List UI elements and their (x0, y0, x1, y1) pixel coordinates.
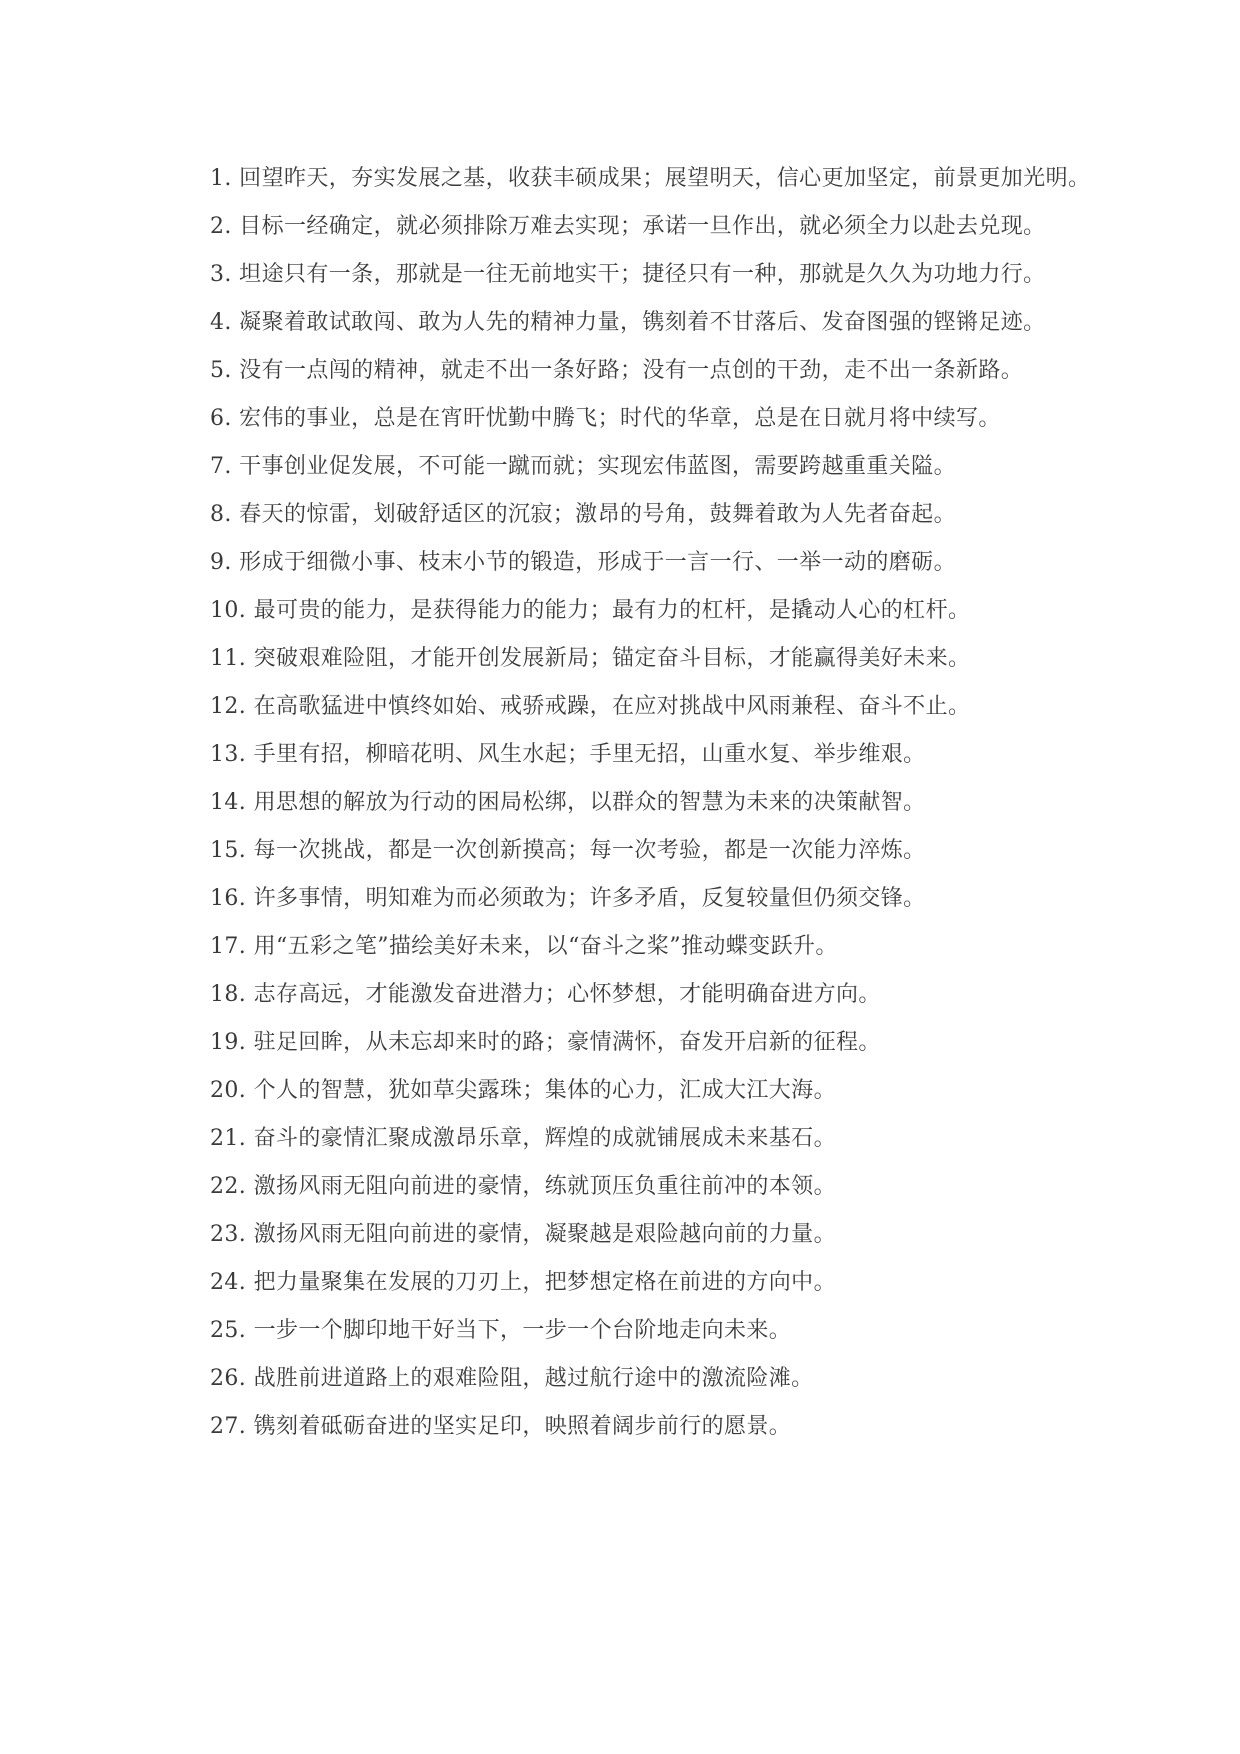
list-item: 25. 一步一个脚印地干好当下，一步一个台阶地走向未来。 (210, 1318, 792, 1343)
list-item: 22. 激扬风雨无阻向前进的豪情，练就顶压负重往前冲的本领。 (210, 1174, 836, 1199)
list-item: 18. 志存高远，才能激发奋进潜力；心怀梦想，才能明确奋进方向。 (210, 982, 881, 1007)
list-item: 5. 没有一点闯的精神，就走不出一条好路；没有一点创的干劲，走不出一条新路。 (210, 358, 1024, 383)
list-item: 9. 形成于细微小事、枝末小节的锻造，形成于一言一行、一举一动的磨砺。 (210, 550, 956, 575)
list-item: 2. 目标一经确定，就必须排除万难去实现；承诺一旦作出，就必须全力以赴去兑现。 (210, 214, 1046, 239)
list-item: 13. 手里有招，柳暗花明、风生水起；手里无招，山重水复、举步维艰。 (210, 742, 926, 767)
list-item: 19. 驻足回眸，从未忘却来时的路；豪情满怀，奋发开启新的征程。 (210, 1030, 881, 1055)
list-item: 26. 战胜前进道路上的艰难险阻，越过航行途中的激流险滩。 (210, 1366, 814, 1391)
list-item: 21. 奋斗的豪情汇聚成激昂乐章，辉煌的成就铺展成未来基石。 (210, 1126, 836, 1151)
list-item: 8. 春天的惊雷，划破舒适区的沉寂；激昂的号角，鼓舞着敢为人先者奋起。 (210, 502, 956, 527)
list-item: 1. 回望昨天，夯实发展之基，收获丰硕成果；展望明天，信心更加坚定，前景更加光明。 (210, 166, 1091, 191)
list-item: 14. 用思想的解放为行动的困局松绑，以群众的智慧为未来的决策献智。 (210, 790, 926, 815)
list-item: 24. 把力量聚集在发展的刀刃上，把梦想定格在前进的方向中。 (210, 1270, 836, 1295)
list-item: 10. 最可贵的能力，是获得能力的能力；最有力的杠杆，是撬动人心的杠杆。 (210, 598, 971, 623)
list-item: 6. 宏伟的事业，总是在宵旰忧勤中腾飞；时代的华章，总是在日就月将中续写。 (210, 406, 1001, 431)
list-item: 17. 用“五彩之笔”描绘美好未来，以“奋斗之桨”推动蝶变跃升。 (210, 934, 838, 959)
list-item: 12. 在高歌猛进中慎终如始、戒骄戒躁，在应对挑战中风雨兼程、奋斗不止。 (210, 694, 971, 719)
list-item: 4. 凝聚着敢试敢闯、敢为人先的精神力量，镌刻着不甘落后、发奋图强的铿锵足迹。 (210, 310, 1046, 335)
list-item: 11. 突破艰难险阻，才能开创发展新局；锚定奋斗目标，才能赢得美好未来。 (210, 646, 971, 671)
list-item: 27. 镌刻着砥砺奋进的坚实足印，映照着阔步前行的愿景。 (210, 1414, 792, 1439)
list-item: 7. 干事创业促发展，不可能一蹴而就；实现宏伟蓝图，需要跨越重重关隘。 (210, 454, 956, 479)
list-item: 20. 个人的智慧，犹如草尖露珠；集体的心力，汇成大江大海。 (210, 1078, 836, 1103)
list-item: 23. 激扬风雨无阻向前进的豪情，凝聚越是艰险越向前的力量。 (210, 1222, 836, 1247)
document-body (160, 160, 1100, 1456)
list-item: 16. 许多事情，明知难为而必须敢为；许多矛盾，反复较量但仍须交锋。 (210, 886, 926, 911)
list-item: 15. 每一次挑战，都是一次创新摸高；每一次考验，都是一次能力淬炼。 (210, 838, 926, 863)
list-item: 3. 坦途只有一条，那就是一往无前地实干；捷径只有一种，那就是久久为功地力行。 (210, 262, 1046, 287)
